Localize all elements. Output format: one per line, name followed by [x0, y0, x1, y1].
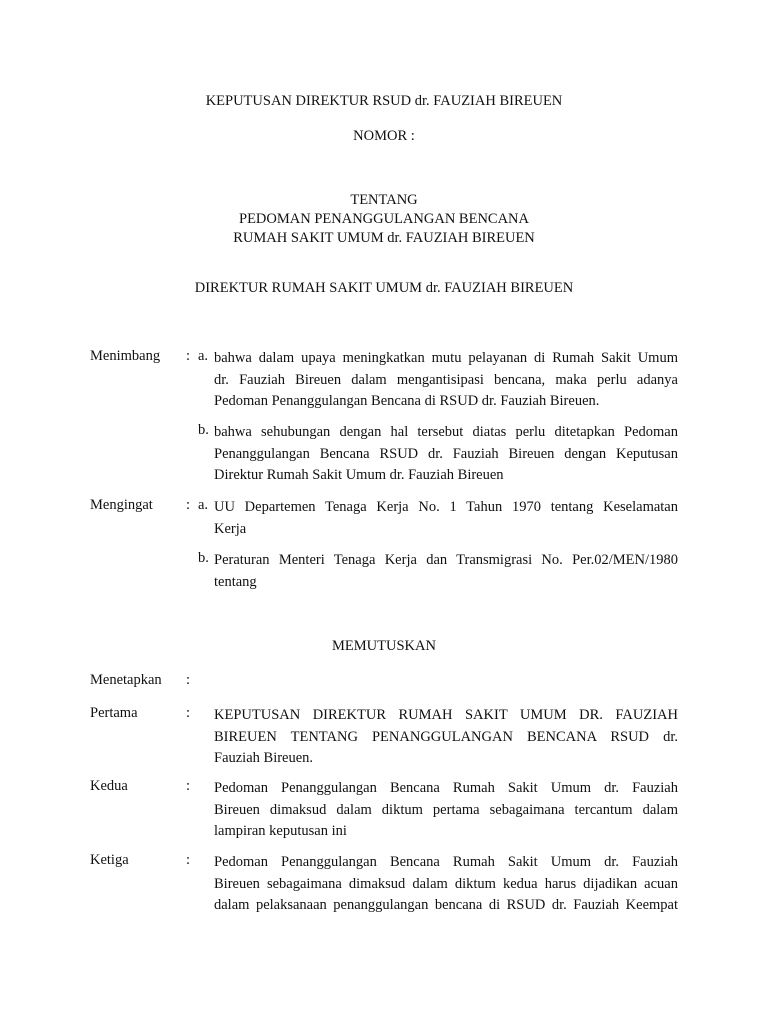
decree-number: NOMOR : [353, 128, 415, 144]
text-line: lampiran keputusan ini [214, 823, 347, 839]
item-text [214, 497, 678, 540]
text-line: bahwa dalam upaya meningkatkan mutu pelayanan di Rumah Sakit Umum [214, 350, 678, 366]
text-line: Bireuen sebagaimana dimaksud dalam diktum kedua harus dijadikan acuan [214, 875, 678, 892]
item-text [214, 550, 678, 593]
text-line: Bireuen dimaksud dalam diktum pertama sebagaimana tercantum dalam [214, 801, 678, 818]
text-line: dalam pelaksanaan penanggulangan bencana di RSUD dr. Fauziah Keempat [214, 897, 678, 913]
menetapkan-colon: : [186, 672, 191, 688]
decision-text [214, 778, 678, 843]
subject-line-1: PEDOMAN PENANGGULANGAN BENCANA [239, 211, 529, 227]
item-marker: b. [198, 550, 209, 566]
item-marker: a. [198, 348, 209, 364]
item-marker: a. [198, 497, 209, 513]
decree-title: KEPUTUSAN DIREKTUR RSUD dr. FAUZIAH BIREUEN [205, 93, 563, 109]
text-line: KEPUTUSAN DIREKTUR RUMAH SAKIT UMUM DR. FAUZIAH [214, 707, 678, 723]
decision-label: Ketiga [90, 852, 129, 868]
text-line: dr. Fauziah Bireuen dalam mengantisipasi bencana, maka perlu adanya [214, 371, 678, 388]
item-text [214, 348, 678, 413]
item-marker: b. [198, 422, 209, 438]
decision-text [214, 852, 678, 917]
subject-line-2: RUMAH SAKIT UMUM dr. FAUZIAH BIREUEN [233, 230, 535, 246]
text-line: bahwa sehubungan dengan hal tersebut diatas perlu ditetapkan Pedoman [214, 424, 678, 440]
text-line: Penanggulangan Bencana RSUD dr. Fauziah Bireuen dengan Keputusan [214, 445, 678, 462]
menimbang-colon: : [186, 348, 191, 364]
text-line: Kerja [214, 520, 247, 537]
text-line: BIREUEN TENTANG PENANGGULANGAN BENCANA RSUD dr. [214, 728, 678, 745]
menetapkan-label: Menetapkan [90, 672, 162, 688]
text-line: Pedoman Penanggulangan Bencana Rumah Sakit Umum dr. Fauziah [214, 780, 678, 796]
menimbang-label: Menimbang [90, 348, 161, 364]
decision-colon: : [186, 705, 191, 721]
text-line: Peraturan Menteri Tenaga Kerja dan Transmigrasi No. Per.02/MEN/1980 [214, 552, 678, 568]
text-line: Pedoman Penanggulangan Bencana di RSUD dr. Fauziah Bireuen. [214, 393, 600, 409]
mengingat-colon: : [186, 497, 191, 513]
text-line: Pedoman Penanggulangan Bencana Rumah Sakit Umum dr. Fauziah [214, 854, 678, 870]
mengingat-label: Mengingat [90, 497, 153, 513]
decision-label: Pertama [90, 705, 138, 721]
memutuskan-heading: MEMUTUSKAN [332, 638, 436, 654]
text-line: Direktur Rumah Sakit Umum dr. Fauziah Bireuen [214, 467, 504, 483]
text-line: tentang [214, 573, 257, 590]
decision-label: Kedua [90, 778, 128, 794]
decision-text [214, 705, 678, 770]
decision-colon: : [186, 778, 191, 794]
decision-colon: : [186, 852, 191, 868]
text-line: Fauziah Bireuen. [214, 750, 314, 766]
tentang-heading: TENTANG [350, 192, 418, 208]
item-text [214, 422, 678, 487]
text-line: UU Departemen Tenaga Kerja No. 1 Tahun 1970 tentang Keselamatan [214, 499, 678, 515]
director-heading: DIREKTUR RUMAH SAKIT UMUM dr. FAUZIAH BIREUEN [194, 280, 574, 296]
